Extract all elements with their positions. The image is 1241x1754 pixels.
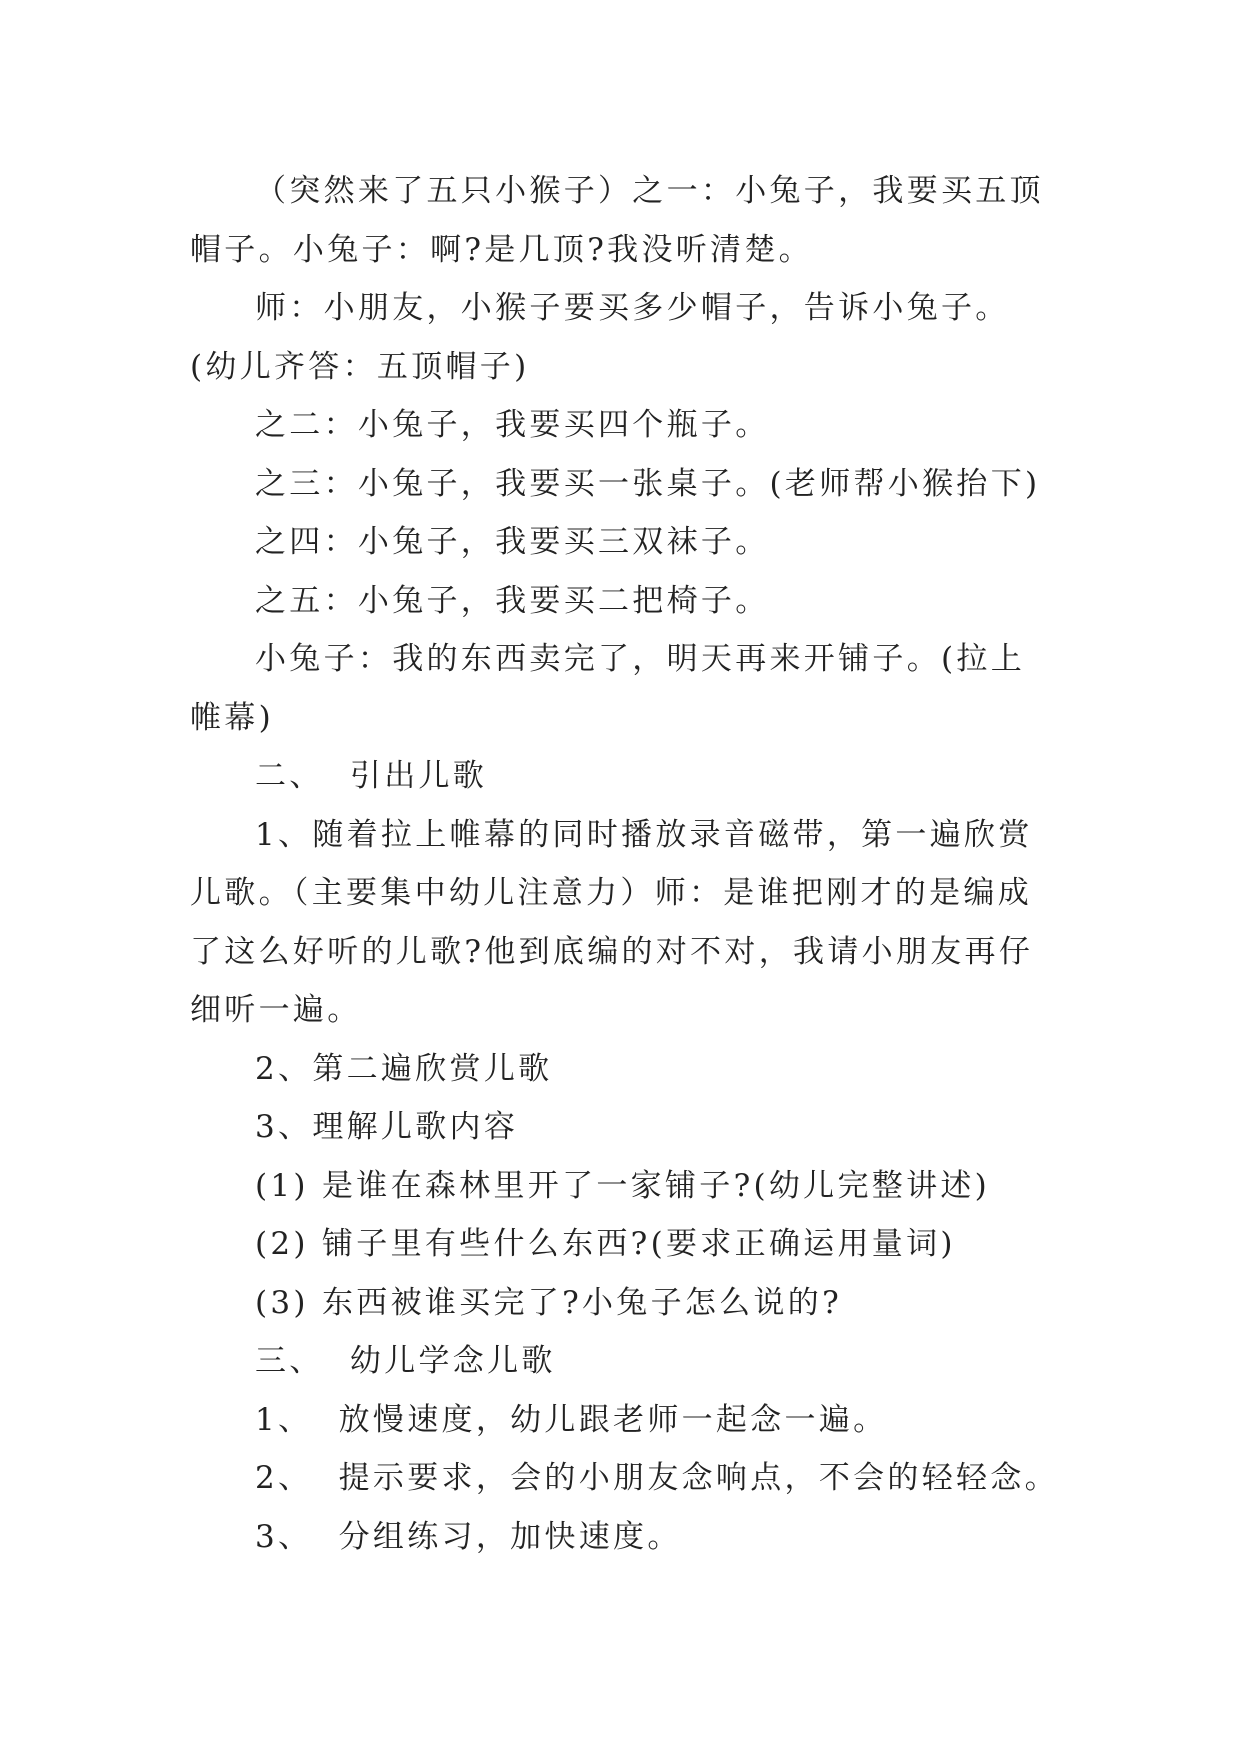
practice-item-1: 1、 放慢速度，幼儿跟老师一起念一遍。 [255,1401,888,1438]
practice-item-3: 3、 分组练习，加快速度。 [255,1518,682,1555]
paragraph-monkey-two: 之二：小兔子，我要买四个瓶子。 [255,407,770,443]
paragraph-teacher-question: 师：小朋友，小猴子要买多少帽子，告诉小兔子。(幼儿齐答：五顶帽子) [190,290,1010,385]
paragraph-monkey-one: （突然来了五只小猴子）之一：小兔子，我要买五顶帽子。小兔子：啊?是几顶?我没听清楚。 [190,173,1044,268]
question-item-1: (1) 是谁在森林里开了一家铺子?(幼儿完整讲述) [255,1167,991,1204]
paragraph-rabbit-closing: 小兔子：我的东西卖完了，明天再来开铺子。(拉上帷幕) [190,641,1025,736]
paragraph-step-1: 1、随着拉上帷幕的同时播放录音磁带，第一遍欣赏儿歌。（主要集中幼儿注意力）师：是谁把刚才的是编成了这么好听的儿歌?他到底编的对不对，我请小朋友再仔细听一遍。 [190,816,1034,1028]
section-heading-3: 三、 幼儿学念儿歌 [255,1343,556,1379]
practice-item-2: 2、 提示要求，会的小朋友念响点，不会的轻轻念。 [255,1460,1059,1496]
paragraph-monkey-three: 之三：小兔子，我要买一张桌子。(老师帮小猴抬下) [255,465,1041,502]
question-item-2: (2) 铺子里有些什么东西?(要求正确运用量词) [255,1226,956,1262]
question-item-3: (3) 东西被谁买完了?小兔子怎么说的? [255,1284,843,1321]
paragraph-step-2: 2、第二遍欣赏儿歌 [255,1050,553,1087]
document-body [190,162,1059,1566]
paragraph-monkey-four: 之四：小兔子，我要买三双袜子。 [255,524,770,560]
paragraph-step-3: 3、理解儿歌内容 [255,1109,519,1145]
paragraph-monkey-five: 之五：小兔子，我要买二把椅子。 [255,582,770,619]
section-heading-2: 二、 引出儿歌 [255,758,488,794]
